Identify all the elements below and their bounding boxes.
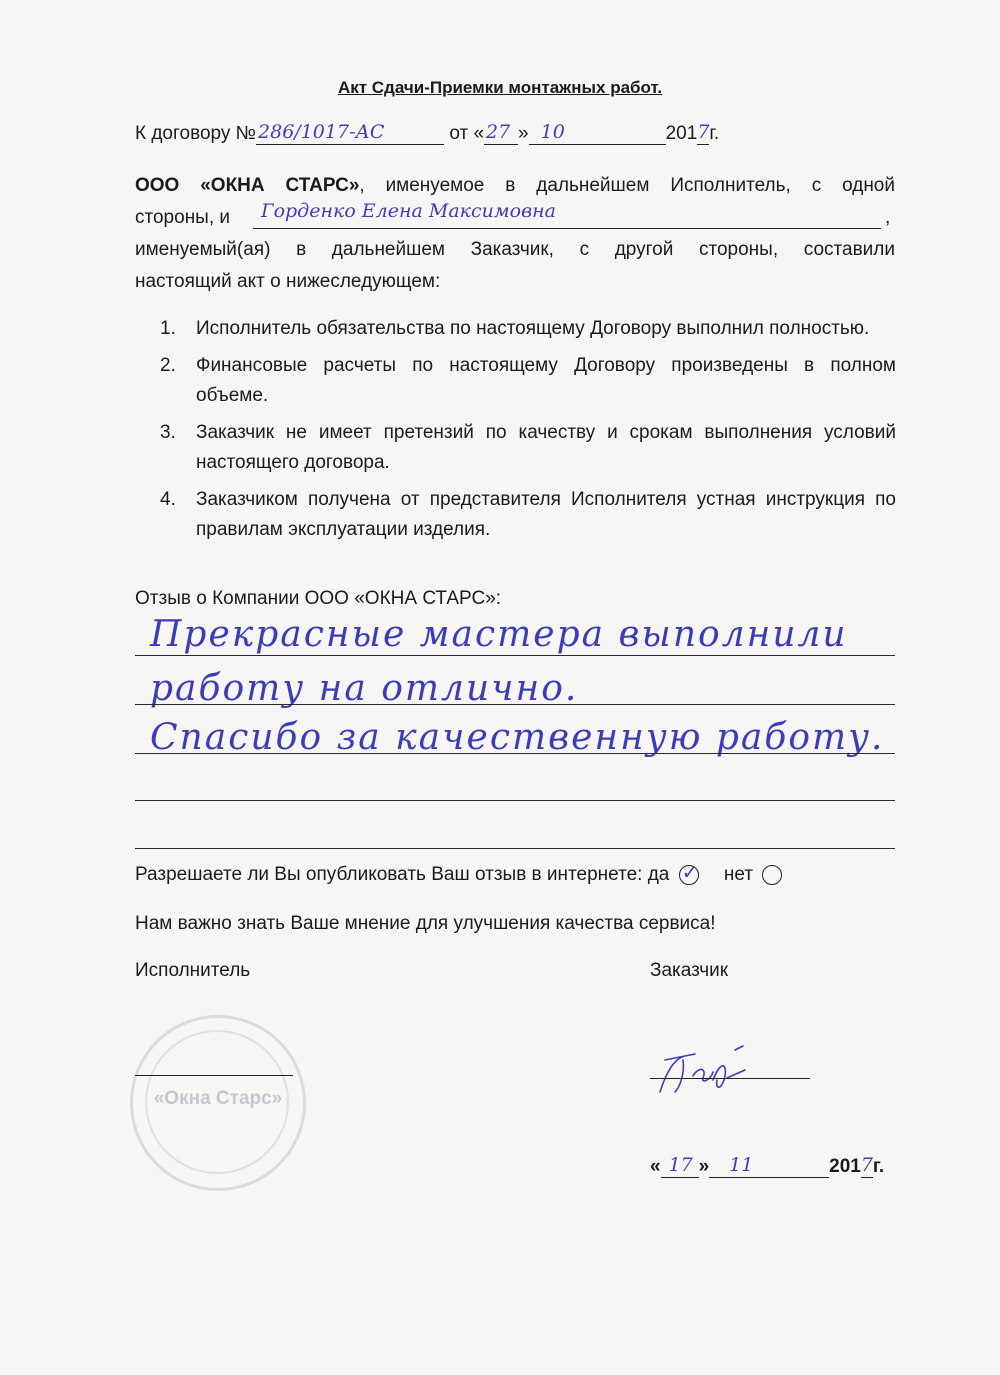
customer-label: Заказчик — [650, 960, 729, 981]
feedback-note: Нам важно знать Ваше мнение для улучшения качества сервиса! — [135, 913, 716, 934]
company-stamp: «Окна Старс» — [130, 1015, 306, 1191]
sign-month-field: 11 — [709, 1155, 829, 1178]
review-underline — [135, 704, 895, 705]
review-text-line-1: Прекрасные мастера выполнили — [150, 614, 848, 655]
sign-year-field: 7 — [860, 1154, 873, 1176]
list-item: 2. Финансовые расчеты по настоящему Договору произведены в полном объеме. — [160, 355, 896, 406]
customer-signature — [655, 1040, 755, 1100]
customer-signature-line — [650, 1078, 810, 1079]
list-item: 1. Исполнитель обязательства по настоящему Договору выполнил полностью. — [160, 318, 870, 339]
contract-number-field: 286/1017-АС — [256, 122, 444, 145]
parties-line-4: настоящий акт о нижеследующем: — [135, 271, 441, 292]
review-label: Отзыв о Компании ООО «ОКНА СТАРС»: — [135, 588, 502, 609]
review-text-line-3: Спасибо за качественную работу. — [150, 717, 885, 758]
contract-month-field: 10 — [529, 122, 666, 145]
sign-date-line: « 17 » 11 201 7 г. — [650, 1154, 885, 1177]
company-name: ООО «ОКНА СТАРС» — [135, 175, 360, 196]
review-underline — [135, 848, 895, 849]
contract-day-field: 27 — [484, 122, 518, 145]
parties-paragraph — [135, 170, 895, 298]
conditions-list — [160, 314, 896, 552]
publish-no-checkbox[interactable] — [762, 865, 782, 885]
sign-day-field: 17 — [661, 1155, 699, 1178]
contract-year-field: 7 — [697, 121, 710, 143]
executor-signature-line — [135, 1075, 293, 1076]
checkmark-icon: ✓ — [681, 861, 699, 884]
review-underline — [135, 655, 895, 656]
contract-line: К договору № 286/1017-АС от « 27 » 10 201 7 г. — [135, 121, 720, 144]
publish-yes-checkbox[interactable] — [679, 861, 699, 885]
review-underline — [135, 800, 895, 801]
executor-label: Исполнитель — [135, 960, 251, 981]
publish-question-row: Разрешаете ли Вы опубликовать Ваш отзыв в интернете: да ✓ нет — [135, 864, 782, 886]
parties-line-2: стороны, и Горденко Елена Максимовна , — [135, 200, 891, 228]
document-title: Акт Сдачи-Приемки монтажных работ. — [337, 78, 663, 97]
customer-name-field: Горденко Елена Максимовна — [253, 206, 881, 229]
list-item: 3. Заказчик не имеет претензий по качеству и срокам выполнения условий настоящего договора. — [160, 422, 896, 473]
parties-line-3: именуемый(ая) в дальнейшем Заказчик, с другой стороны, составили — [135, 239, 895, 260]
list-item: 4. Заказчиком получена от представителя Исполнителя устная инструкция по правилам эксплуатации изделия. — [160, 489, 896, 540]
review-text-line-2: работу на отлично. — [150, 668, 579, 709]
review-underline — [135, 753, 895, 754]
parties-line-1: ООО «ОКНА СТАРС», именуемое в дальнейшем Исполнитель, с одной — [135, 175, 895, 196]
